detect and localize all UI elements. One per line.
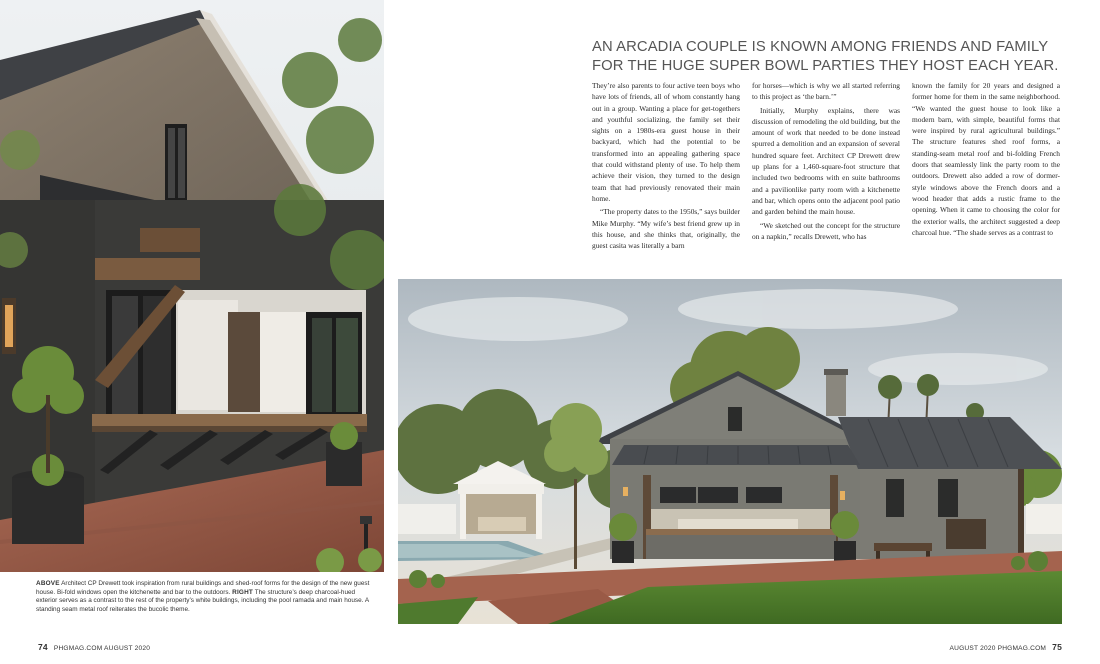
folio-right-text: AUGUST 2020 PHGMAG.COM <box>949 645 1047 652</box>
page-number-left: 74 <box>38 642 48 652</box>
caption-right-text: The structure’s deep charcoal-hued exterior serves as a contrast to the rest of the property’s white buildings, including the pool ramada and main house. A standing seam metal roof reiterates the bucolic theme. <box>36 588 369 613</box>
paragraph: for horses—which is why we all started referring to this project as ‘the barn.’” <box>752 81 900 102</box>
headline-line-2: FOR THE HUGE SUPER BOWL PARTIES THEY HOST EACH YEAR. <box>592 58 1059 74</box>
folio-right <box>950 642 1062 652</box>
paragraph: “The property dates to the 1950s,” says builder Mike Murphy. “My wife’s best friend grew up in this house, and she thinks that, originally, the guest casita was literally a barn <box>592 207 740 251</box>
paragraph: Initially, Murphy explains, there was discussion of remodeling the old building, but the amount of work that needed to be done instead spurred a demolition and an expansion of several hundred square feet. Architect CP Drewett drew up plans for a 1,460-square-foot structure that included two bedrooms with en suite bathrooms and a pavilionlike party room with a kitchenette and bar, which opens onto the adjacent pool patio and garden behind the main house. <box>752 105 900 217</box>
paragraph: “We sketched out the concept for the structure on a napkin,” recalls Drewett, who has <box>752 220 900 241</box>
caption-above-label: ABOVE <box>36 580 60 587</box>
caption-right-label: RIGHT <box>232 588 254 596</box>
paragraph: They’re also parents to four active teen boys who have lots of friends, all of whom constantly hang out in a group. Wanting a place for get-togethers and youthful socializing, the family set their sights on a 1980s-era guest house in their backyard, which had the potential to be transformed into an appealing gathering space that could withstand plenty of use. To help them achieve their vision, they turned to the design team that had previously renovated their main home. <box>592 81 740 203</box>
body-column-2 <box>752 80 900 262</box>
folio-left <box>38 642 150 652</box>
headline-line-1: AN ARCADIA COUPLE IS KNOWN AMONG FRIENDS AND FAMILY <box>592 39 1049 55</box>
paragraph: known the family for 20 years and designed a former home for them in the same neighborhood. “We wanted the guest house to look like a modern barn, with simple, beautiful forms that were inspired by rural agricultural buildings.” The structure features shed roof forms, a standing-seam metal roof and bi-folding French doors that seamlessly link the party room to the outdoors. Drewett also added a row of dormer-style windows above the French doors and a wood header that adds a rustic frame to the opening. When it came to choosing the color for the exterior walls, the architect suggested a deep charcoal hue. “The shade serves as a contrast to <box>912 81 1060 237</box>
body-column-1 <box>592 80 740 262</box>
photo-caption <box>36 580 376 614</box>
left-photo-illustration <box>0 0 384 572</box>
article-body <box>592 80 1062 262</box>
body-column-3 <box>912 80 1060 262</box>
article-headline <box>592 38 1072 76</box>
page-number-right: 75 <box>1052 642 1062 652</box>
right-photo-backyard-guest-house <box>398 279 1062 624</box>
right-photo-illustration <box>398 279 1062 624</box>
left-photo-guest-house-closeup <box>0 0 384 572</box>
folio-left-text: PHGMAG.COM AUGUST 2020 <box>53 645 151 652</box>
caption-above-text: Architect CP Drewett took inspiration from rural buildings and shed-roof forms for the design of the new guest house. Bi-fold windows open the kitchenette and bar to the outdoors. <box>36 580 370 596</box>
